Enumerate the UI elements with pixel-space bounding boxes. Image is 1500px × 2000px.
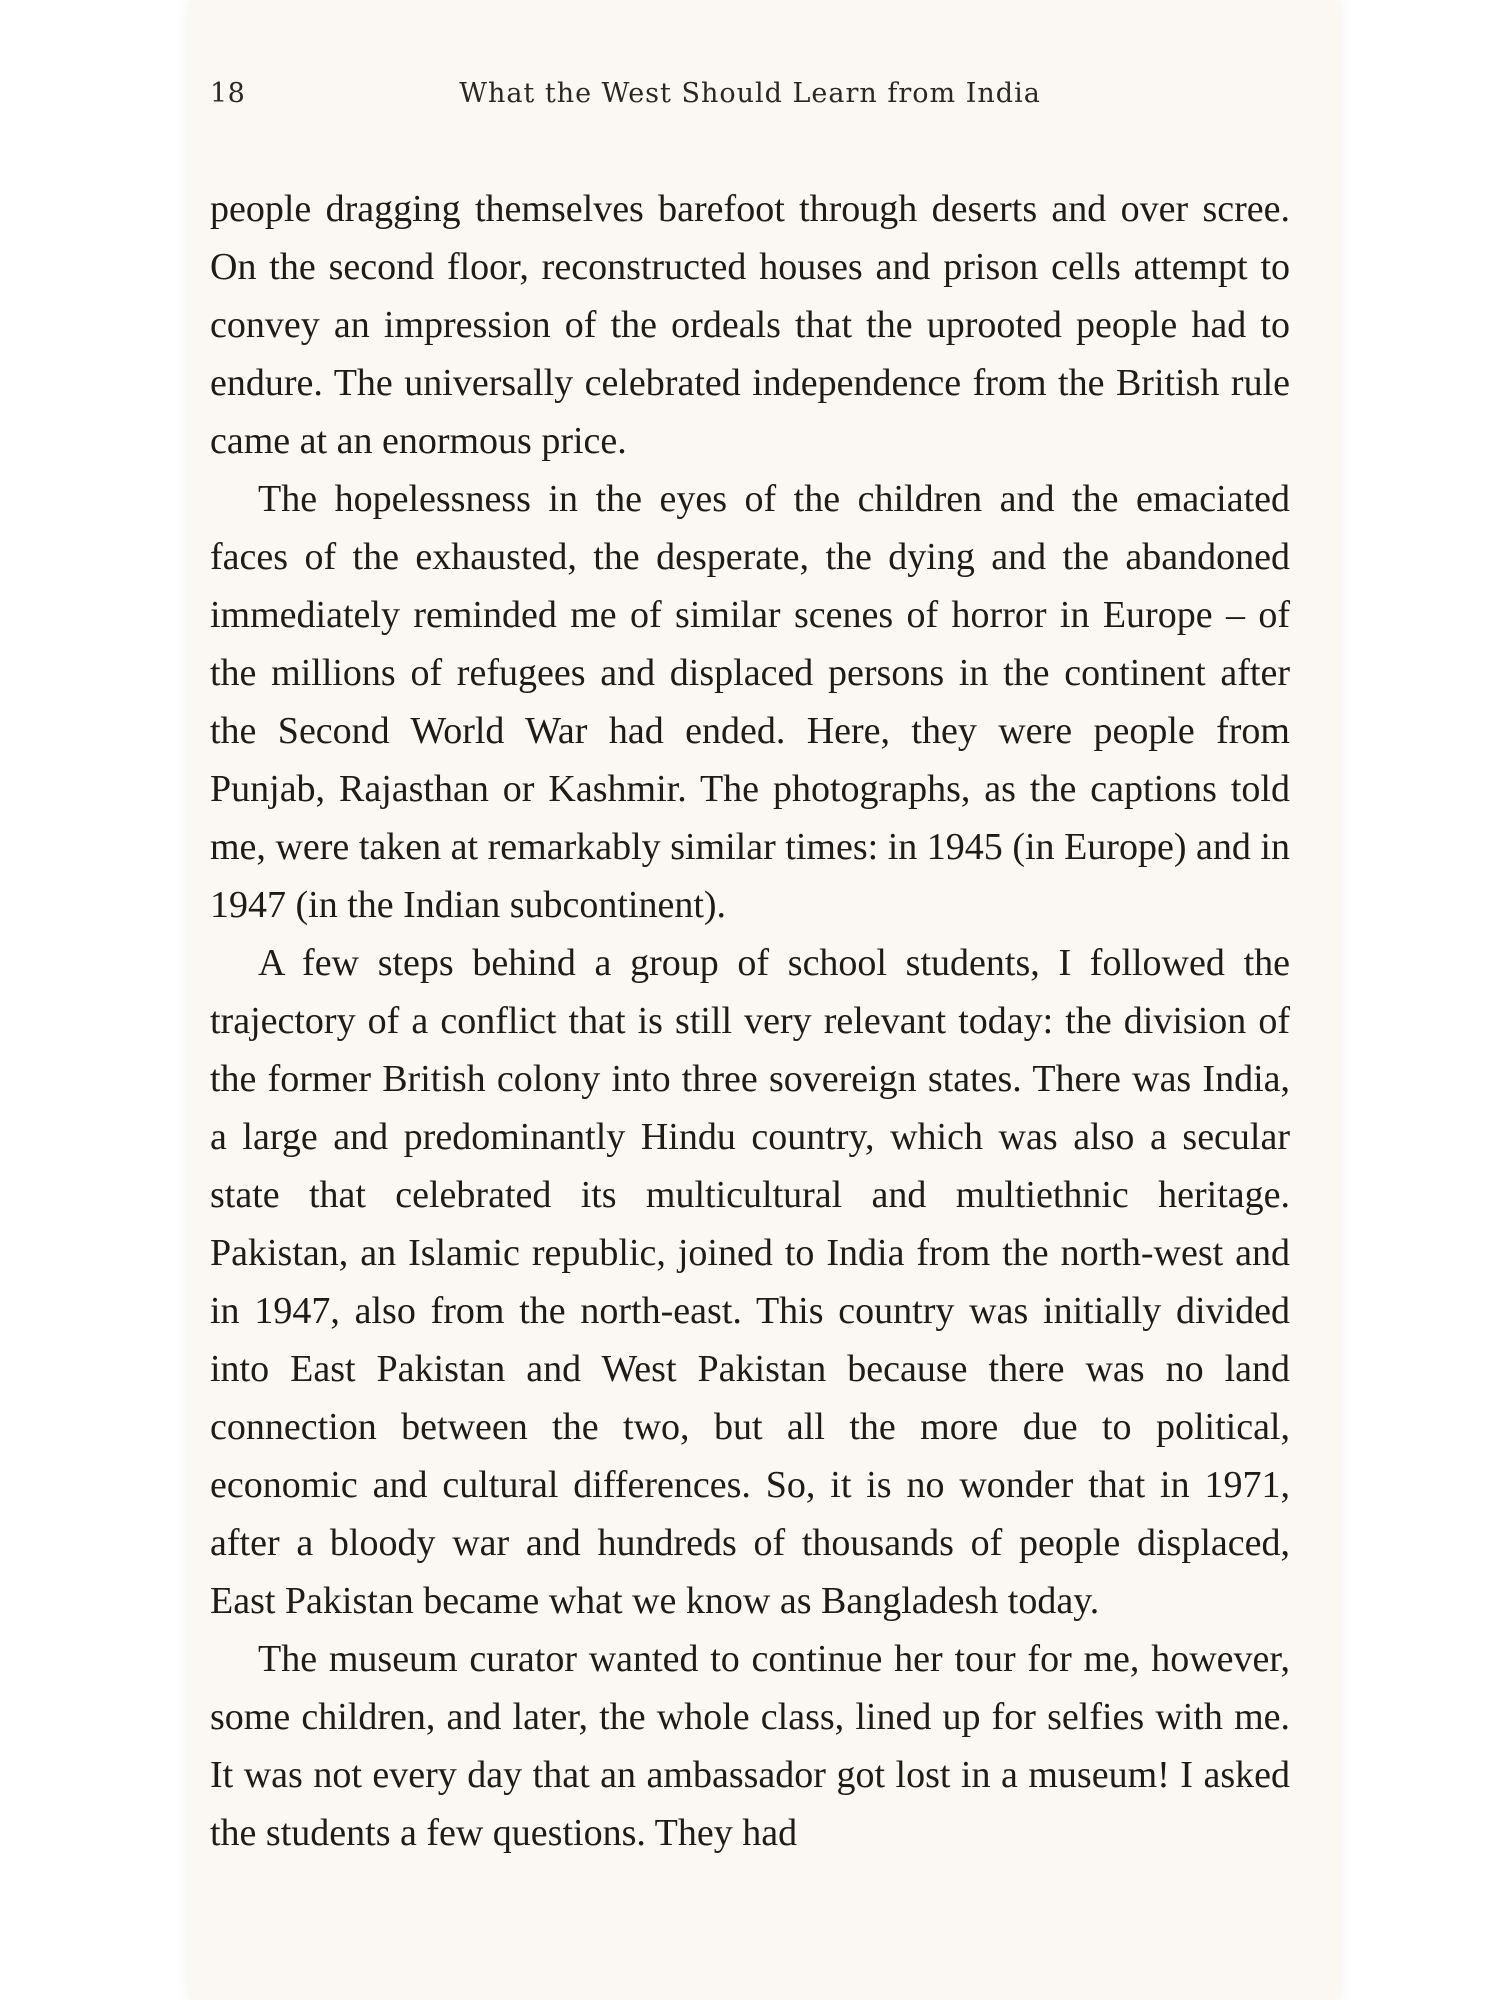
body-text xyxy=(210,180,1290,1862)
paragraph: The museum curator wanted to continue her tour for me, however, some children, and later, the whole class, lined up for selfies with me. It was not every day that an ambassador got lost in a museum! I asked the students a few questions. They had xyxy=(210,1638,1290,1854)
paragraph: A few steps behind a group of school students, I followed the trajectory of a conflict that is still very relevant today: the division of the former British colony into three sovereign states. There was India, a large and predominantly Hindu country, which was also a secular state that celebrated its multicultural and multiethnic heritage. Pakistan, an Islamic republic, joined to India from the north-west and in 1947, also from the north-east. This country was initially divided into East Pakistan and West Pakistan because there was no land connection between the two, but all the more due to political, economic and cultural differences. So, it is no wonder that in 1971, after a bloody war and hundreds of thousands of people displaced, East Pakistan became what we know as Bangladesh today. xyxy=(210,942,1290,1622)
page-number: 18 xyxy=(210,78,246,109)
book-page xyxy=(190,0,1340,2000)
paragraph: The hopelessness in the eyes of the children and the emaciated faces of the exhausted, the desperate, the dying and the abandoned immediately reminded me of similar scenes of horror in Europe – of the millions of refugees and displaced persons in the continent after the Second World War had ended. Here, they were people from Punjab, Rajasthan or Kashmir. The photographs, as the captions told me, were taken at remarkably similar times: in 1945 (in Europe) and in 1947 (in the Indian subcontinent). xyxy=(210,478,1290,926)
running-title: What the West Should Learn from India xyxy=(459,78,1041,109)
running-head xyxy=(210,78,1290,114)
paragraph-continued: people dragging themselves barefoot through deserts and over scree. On the second floor, reconstructed houses and prison cells attempt to convey an impression of the ordeals that the uprooted people had to endure. The universally celebrated independence from the British rule came at an enormous price. xyxy=(210,188,1290,462)
